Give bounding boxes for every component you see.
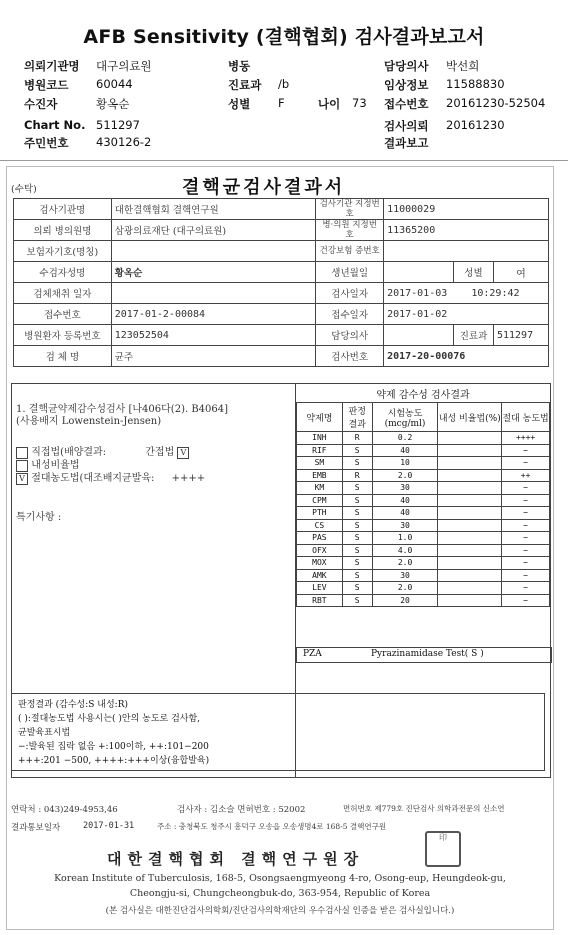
drug-concentration: 40: [372, 507, 438, 520]
drug-name: PAS: [297, 532, 343, 545]
cell-label: 담당의사: [316, 325, 384, 346]
drug-table-header: [297, 403, 550, 432]
drug-row: [297, 544, 550, 557]
cell-value: 2017-01-03 10:29:42: [384, 283, 549, 304]
drug-absolute-conc: −: [502, 457, 550, 470]
drug-row: [297, 582, 550, 595]
drug-concentration: 2.0: [372, 557, 438, 570]
table-row: [14, 241, 549, 262]
cell-value: 대한결핵협회 결핵연구원: [111, 199, 316, 220]
drug-absolute-conc: −: [502, 519, 550, 532]
drug-resistance-ratio: [438, 469, 502, 482]
cell-label: 성별: [454, 262, 494, 283]
drug-name: LEV: [297, 582, 343, 595]
col-resistance-ratio: 내성 비율법(%): [438, 403, 502, 432]
age-value: 73: [352, 96, 367, 110]
cell-value: [384, 262, 454, 283]
drug-resistance-ratio: [438, 507, 502, 520]
drug-absolute-conc: −: [502, 544, 550, 557]
drug-resistance-ratio: [438, 444, 502, 457]
drug-concentration: 20: [372, 594, 438, 607]
drug-row: [297, 569, 550, 582]
absolute-conc-checkbox: V: [16, 473, 28, 485]
table-row: [14, 283, 549, 304]
drug-name: CS: [297, 519, 343, 532]
clinical-info-value: 11588830: [446, 77, 505, 91]
hospital-code-label: 병원코드: [24, 78, 69, 92]
cell-label: 보험자기호(명칭): [14, 241, 112, 262]
absolute-conc-row: [16, 469, 205, 485]
drug-resistance-ratio: [438, 594, 502, 607]
cell-label: 병·의원 지정번호: [316, 220, 384, 241]
drug-row: [297, 444, 550, 457]
sex-value: F: [278, 96, 285, 110]
request-date-value: 20161230: [446, 118, 505, 132]
absolute-conc-label: 절대농도법(대조배지균발육:: [31, 473, 155, 484]
drug-absolute-conc: ++: [502, 469, 550, 482]
pza-label: PZA: [303, 649, 322, 659]
cell-value: [111, 241, 316, 262]
drug-resistance-ratio: [438, 494, 502, 507]
ward-label: 병동: [228, 59, 251, 73]
cell-value: 11365200: [384, 220, 549, 241]
cell-value: 균주: [111, 346, 316, 367]
drug-row: [297, 469, 550, 482]
age-label: 나이: [318, 97, 341, 111]
hospital-name-value: 대구의료원: [96, 59, 152, 73]
cell-label: 검사기관 지정번호: [316, 199, 384, 220]
sheet-title: 결핵균검사결과서: [182, 177, 346, 198]
cell-label: 건강보험 증번호: [316, 241, 384, 262]
drug-row: [297, 507, 550, 520]
table-row: [14, 304, 549, 325]
drug-resistance-ratio: [438, 457, 502, 470]
drug-name: RIF: [297, 444, 343, 457]
cell-value: 2017-01-2-00084: [111, 304, 316, 325]
drug-result: R: [342, 432, 372, 445]
doctor-label: 담당의사: [384, 59, 429, 73]
drug-concentration: 40: [372, 444, 438, 457]
patient-info-table: [13, 198, 549, 367]
drug-absolute-conc: −: [502, 494, 550, 507]
drug-concentration: 10: [372, 457, 438, 470]
drug-concentration: 1.0: [372, 532, 438, 545]
drug-name: PTH: [297, 507, 343, 520]
drug-concentration: 2.0: [372, 582, 438, 595]
drug-result: S: [342, 457, 372, 470]
note-line: −:발육된 집락 없음 +:100이하, ++:101−200: [18, 742, 209, 752]
table-row: [14, 199, 549, 220]
drug-name: RBT: [297, 594, 343, 607]
hospital-code-value: 60044: [96, 77, 133, 91]
direct-method-label: 직접법(배양결과:: [31, 447, 107, 458]
cell-label: 검사일자: [316, 283, 384, 304]
drug-resistance-ratio: [438, 557, 502, 570]
clinical-info-label: 임상정보: [384, 78, 429, 92]
header-divider: [0, 160, 568, 161]
table-row: [14, 325, 549, 346]
drug-result: S: [342, 544, 372, 557]
susceptibility-title: 약제 감수성 검사결과: [376, 390, 470, 401]
department-value: /b: [278, 77, 290, 91]
drug-resistance-ratio: [438, 432, 502, 445]
drug-absolute-conc: −: [502, 532, 550, 545]
indirect-method-checkbox: V: [177, 447, 189, 459]
receipt-no-label: 접수번호: [384, 97, 429, 111]
patient-value: 황옥순: [96, 97, 130, 111]
col-drug: 약제명: [297, 403, 343, 432]
drug-name: KM: [297, 482, 343, 495]
drug-row: [297, 532, 550, 545]
cell-value: 511297: [493, 325, 548, 346]
drug-result: S: [342, 532, 372, 545]
cell-label: 접수일자: [316, 304, 384, 325]
result-report-label: 결과보고: [384, 136, 429, 150]
col-absolute-conc: 절대 농도법: [502, 403, 550, 432]
drug-result: R: [342, 469, 372, 482]
cell-label: 검체채취 일자: [14, 283, 112, 304]
note-line: +++:201 −500, ++++:+++이상(융합발육): [18, 756, 210, 766]
cell-label: 의뢰 병의원명: [14, 220, 112, 241]
resident-no-value: 430126-2: [96, 135, 152, 149]
drug-table: [296, 402, 550, 607]
drug-row: [297, 594, 550, 607]
drug-name: SM: [297, 457, 343, 470]
drug-concentration: 30: [372, 569, 438, 582]
col-concentration: 시험농도 (mcg/ml): [372, 403, 438, 432]
receipt-mark: (수탁): [11, 184, 37, 195]
drug-name: MOX: [297, 557, 343, 570]
cell-value: 11000029: [384, 199, 549, 220]
drug-absolute-conc: −: [502, 557, 550, 570]
test-line-1: 1. 결핵균약제감수성검사 [나406다(2). B4064]: [16, 404, 229, 415]
drug-row: [297, 494, 550, 507]
certification-text: (본 검사실은 대한진단검사의학회/진단검사의학재단의 우수검사실 인증을 받은 검사실입니다.): [105, 906, 455, 916]
license-text: 면허번호 제779호 진단검사 의학과전문의 신소연: [343, 804, 505, 813]
drug-result: S: [342, 557, 372, 570]
note-line: ( ):절대농도법 사용시는( )안의 농도로 검사함,: [18, 714, 201, 724]
note-line: 균발육표시법: [18, 728, 71, 738]
drug-result: S: [342, 582, 372, 595]
drug-concentration: 30: [372, 519, 438, 532]
sex-label: 성별: [228, 97, 251, 111]
request-date-label: 검사의뢰: [384, 119, 429, 133]
examiner-text: 검사자 : 김소슬 면허번호 : 52002: [177, 805, 306, 815]
drug-resistance-ratio: [438, 519, 502, 532]
drug-concentration: 0.2: [372, 432, 438, 445]
chart-no-label: Chart No.: [24, 118, 86, 132]
drug-concentration: 40: [372, 494, 438, 507]
cell-value: 2017-01-02: [384, 304, 549, 325]
drug-resistance-ratio: [438, 569, 502, 582]
department-label: 진료과: [228, 78, 262, 92]
patient-label: 수진자: [24, 97, 58, 111]
drug-absolute-conc: −: [502, 444, 550, 457]
cell-label: 진료과: [454, 325, 494, 346]
report-date-value: 2017-01-31: [83, 821, 135, 831]
chart-no-value: 511297: [96, 118, 140, 132]
table-row: [14, 262, 549, 283]
cell-label: 수검자성명: [14, 262, 112, 283]
contact-text: 연락처 : 043)249-4953,46: [11, 805, 118, 815]
drug-resistance-ratio: [438, 582, 502, 595]
drug-name: AMK: [297, 569, 343, 582]
drug-absolute-conc: −: [502, 582, 550, 595]
doctor-value: 박선희: [446, 59, 480, 73]
cell-value: 황옥순: [111, 262, 316, 283]
special-notes-label: 특기사항 :: [16, 512, 62, 523]
scanned-result-sheet: [6, 166, 554, 930]
drug-result: S: [342, 594, 372, 607]
seal-stamp: 印: [425, 831, 461, 867]
indirect-method-label: 간접법: [145, 447, 175, 458]
drug-row: [297, 519, 550, 532]
drug-resistance-ratio: [438, 544, 502, 557]
cell-label: 검사기관명: [14, 199, 112, 220]
drug-concentration: 4.0: [372, 544, 438, 557]
drug-resistance-ratio: [438, 532, 502, 545]
drug-absolute-conc: −: [502, 594, 550, 607]
cell-value: [384, 325, 454, 346]
table-row: [14, 220, 549, 241]
drug-absolute-conc: −: [502, 569, 550, 582]
drug-result: S: [342, 482, 372, 495]
cell-value: [384, 241, 549, 262]
english-address-1: Korean Institute of Tuberculosis, 168-5, Osongsaengmyeong 4-ro, Osong-eup, Heungdeok-gu,: [54, 873, 506, 884]
drug-name: CPM: [297, 494, 343, 507]
control-growth-value: ++++: [171, 473, 206, 484]
test-line-2: (사용배지 Lowenstein-Jensen): [16, 416, 162, 427]
cell-label: 생년월일: [316, 262, 384, 283]
address-text: 주소 : 충청북도 청주시 흥덕구 오송읍 오송생명4로 168-5 결핵연구원: [157, 822, 387, 831]
cell-label: 검 체 명: [14, 346, 112, 367]
resistance-ratio-label: 내성비율법: [31, 460, 80, 471]
pza-row: [296, 647, 552, 663]
drug-result: S: [342, 569, 372, 582]
cell-label: 검사번호: [316, 346, 384, 367]
english-address-2: Cheongju-si, Chungcheongbuk-do, 363-954, Republic of Korea: [129, 888, 431, 899]
report-title: AFB Sensitivity (결핵협회) 검사결과보고서: [83, 26, 485, 48]
drug-name: EMB: [297, 469, 343, 482]
report-date-label: 결과통보일자: [11, 823, 61, 833]
cell-label: 접수번호: [14, 304, 112, 325]
hospital-name-label: 의뢰기관명: [24, 59, 80, 73]
pza-value: Pyrazinamidase Test( S ): [371, 649, 484, 659]
drug-concentration: 30: [372, 482, 438, 495]
drug-name: INH: [297, 432, 343, 445]
drug-name: OFX: [297, 544, 343, 557]
receipt-no-value: 20161230-52504: [446, 96, 546, 110]
drug-absolute-conc: −: [502, 482, 550, 495]
drug-row: [297, 482, 550, 495]
drug-row: [297, 432, 550, 445]
drug-resistance-ratio: [438, 482, 502, 495]
cell-value: 삼광의료재단 (대구의료원): [111, 220, 316, 241]
cell-value: 여: [493, 262, 548, 283]
col-result: 판정 결과: [342, 403, 372, 432]
cell-value: 2017-20-00076: [384, 346, 549, 367]
institution-name: 대한결핵협회 결핵연구원장: [107, 850, 365, 868]
drug-concentration: 2.0: [372, 469, 438, 482]
cell-value: [111, 283, 316, 304]
interpretation-note: [11, 693, 545, 771]
drug-row: [297, 457, 550, 470]
drug-absolute-conc: −: [502, 507, 550, 520]
drug-row: [297, 557, 550, 570]
drug-absolute-conc: ++++: [502, 432, 550, 445]
cell-label: 병원환자 등록번호: [14, 325, 112, 346]
drug-result: S: [342, 507, 372, 520]
drug-result: S: [342, 494, 372, 507]
resident-no-label: 주민번호: [24, 136, 69, 150]
note-line: 판정결과 (감수성:S 내성:R): [18, 700, 128, 710]
drug-result: S: [342, 519, 372, 532]
table-row: [14, 346, 549, 367]
drug-result: S: [342, 444, 372, 457]
cell-value: 123052504: [111, 325, 316, 346]
